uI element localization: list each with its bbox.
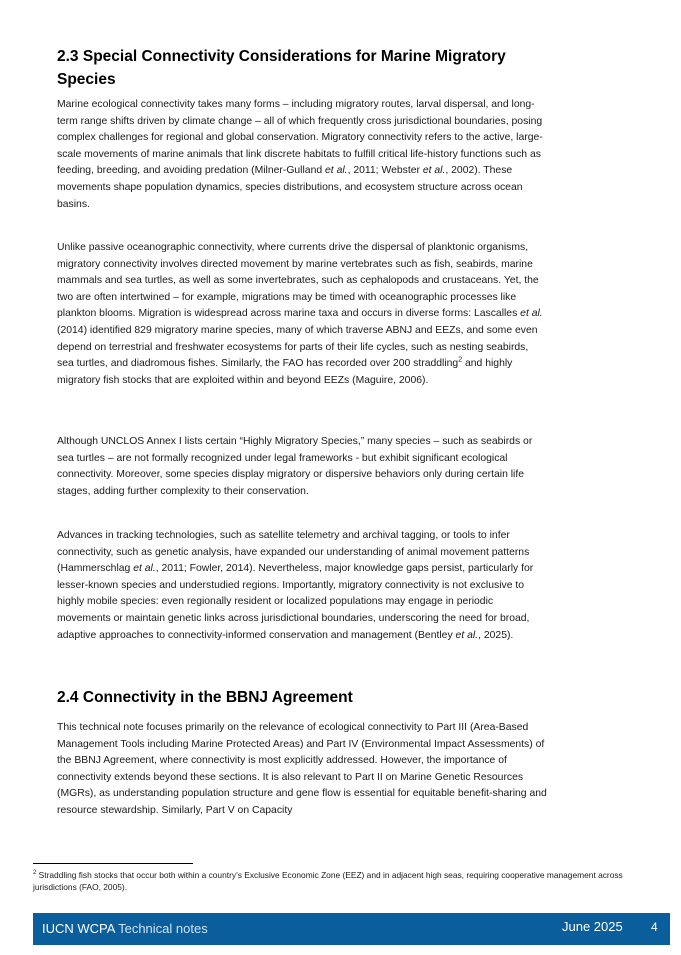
paragraph (57, 97, 547, 213)
citation-et-al: et al. (455, 629, 479, 641)
page-footer (33, 913, 670, 945)
text-run: Marine ecological connectivity takes many forms – including migratory routes, larval dispersal, and long-term range shifts driven by climate change – all of which frequently cross jurisdictional boundaries, posing complex challenges for regional and global conservation. Migratory connectivity refers to the active, large-scale movements of marine animals that link discrete habitats to fulfill critical life-history functions such as feeding, breeding, and avoiding predation (Milner-Gulland (57, 99, 543, 177)
section-2-3-heading (57, 45, 527, 91)
paragraph (57, 240, 547, 389)
section-title: Connectivity in the BBNJ Agreement (82, 689, 353, 706)
text-run: , 2011; Webster (347, 165, 423, 177)
footnote-text: Straddling fish stocks that occur both within a country’s Exclusive Economic Zone (EEZ) and in adjacent high seas, requiring cooperative management across jurisdictions (FAO, 2005). (33, 870, 623, 892)
section-2-4-heading (57, 686, 527, 709)
paragraph (57, 528, 547, 644)
text-run: and highly migratory fish stocks that are exploited within and beyond EEZs (Maguire, 2006). (57, 358, 513, 386)
text-run: Advances in tracking technologies, such as satellite telemetry and archival tagging, or tools to infer connectivity, such as genetic analysis, have expanded our understanding of animal movement patterns (Hammerschlag (57, 530, 530, 575)
page-number: 4 (651, 920, 658, 934)
citation-et-al: et al. (422, 165, 446, 177)
paragraph (57, 434, 547, 500)
section-number: 2.3 (57, 48, 79, 65)
citation-et-al: et al. (325, 165, 348, 177)
text-run: (2014) identified 829 migratory marine species, many of which traverse ABNJ and EEZs, and some even depend on terrestrial and freshwater ecosystems for parts of their life cycles, such as nesting seabirds, sea turtles, and diadromous fishes. Similarly, the FAO has recorded over 200 straddling (57, 324, 538, 370)
footer-series-label: Technical notes (114, 921, 208, 936)
paragraph (57, 720, 547, 820)
text-run: , 2002). These movements shape population dynamics, species distributions, and ecosystem structure across ocean basins. (57, 165, 523, 210)
text-run: Although UNCLOS Annex I lists certain “Highly Migratory Species,” many species – such as seabirds or sea turtles – are not formally recognized under legal frameworks - but exhibit significant ecological connectivity. Moreover, some species display migratory or dispersive behaviors only during certain life stages, adding further complexity to their conservation. (57, 436, 533, 497)
text-run: , 2025). (478, 629, 514, 641)
footnote-ref: 2 (458, 356, 463, 364)
footer-org: IUCN WCPA (42, 921, 115, 936)
text-run: , 2011; Fowler, 2014). Nevertheless, major knowledge gaps persist, particularly for lesser-known species and understudied regions. Importantly, migratory connectivity is not exclusive to highly mobile species: even regionally resident or localized populations may engage in periodic movements or maintain genetic links across jurisdictional boundaries, underscoring the need for broad, adaptive approaches to connectivity-informed conservation and management (Bentley (57, 563, 534, 641)
text-run: This technical note focuses primarily on the relevance of ecological connectivity to Part III (Area-Based Management Tools including Marine Protected Areas) and Part IV (Environmental Impact Assessments) of the BBNJ Agreement, where connectivity is most explicitly addressed. However, the importance of connectivity extends beyond these sections. It is also relevant to Part II on Marine Genetic Resources (MGRs), as understanding population structure and gene flow is essential for equitable benefit-sharing and resource stewardship. Similarly, Part V on Capacity (57, 722, 547, 816)
footnote-marker: 2 (33, 870, 37, 877)
citation-et-al: et al. (133, 563, 156, 575)
footnote (33, 870, 653, 893)
footer-series (42, 920, 208, 938)
citation-et-al: et al. (520, 308, 543, 320)
footnote-divider (33, 863, 193, 864)
section-title: Special Connectivity Considerations for Marine Migratory Species (57, 48, 506, 88)
section-number: 2.4 (57, 689, 79, 706)
text-run: Unlike passive oceanographic connectivity, where currents drive the dispersal of planktonic organisms, migratory connectivity involves directed movement by marine vertebrates such as fish, seabirds, marine mammals and sea turtles, as well as some invertebrates, such as cephalopods and crustaceans. Yet, the two are often intertwined – for example, migrations may be timed with oceanographic processes like plankton blooms. Migration is widespread across marine taxa and occurs in diverse forms: Lascalles (57, 242, 539, 320)
footer-date: June 2025 (562, 919, 623, 934)
